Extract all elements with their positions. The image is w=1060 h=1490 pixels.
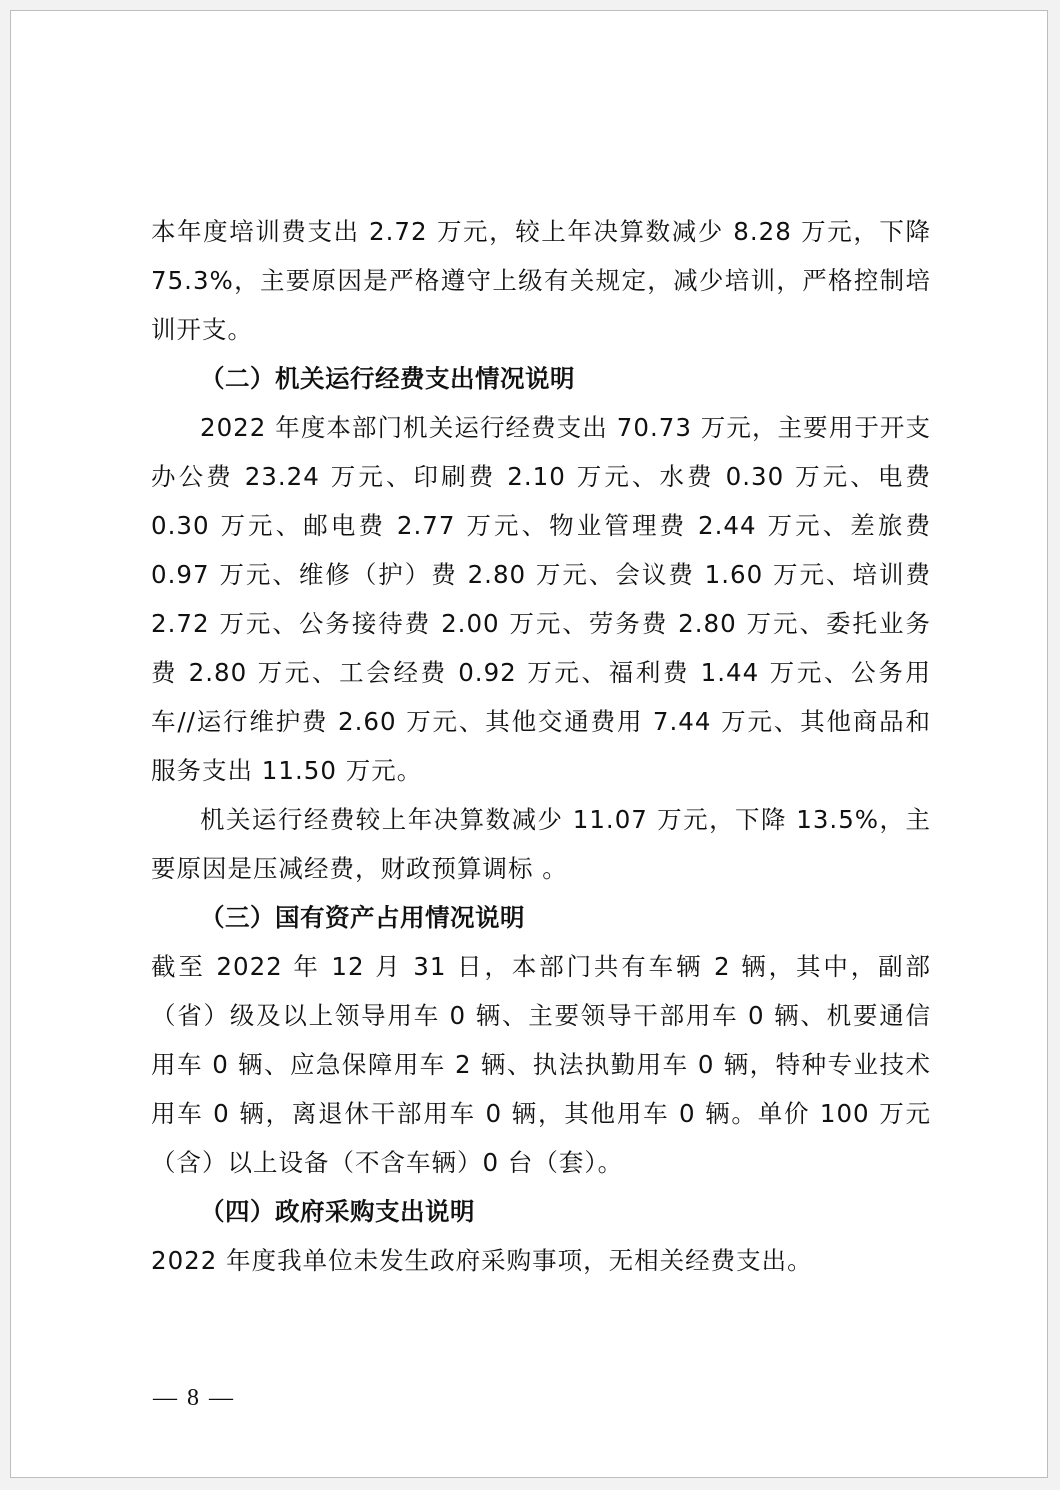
page-number: — 8 — [153,1385,235,1411]
document-body [151,207,931,1285]
section-heading-operating-expenses: （二）机关运行经费支出情况说明 [200,364,575,393]
state-assets-paragraph: 截至 2022 年 12 月 31 日，本部门共有车辆 2 辆，其中，副部（省）级及以上领导用车 0 辆、主要领导干部用车 0 辆、机要通信用车 0 辆、应急保障用车 2 辆、执法执勤用车 0 辆，特种专业技术用车 0 辆，离退休干部用车 0 辆，其他用车 0 辆。单价 100 万元（含）以上设备（不含车辆）0 台（套）。 [151,952,931,1177]
section-heading-government-procurement: （四）政府采购支出说明 [200,1197,475,1226]
operating-expenses-paragraph: 2022 年度本部门机关运行经费支出 70.73 万元，主要用于开支办公费 23.24 万元、印刷费 2.10 万元、水费 0.30 万元、电费 0.30 万元、邮电费 2.77 万元、物业管理费 2.44 万元、差旅费 0.97 万元、维修（护）费 2.80 万元、会议费 1.60 万元、培训费 2.72 万元、公务接待费 2.00 万元、劳务费 2.80 万元、委托业务费 2.80 万元、工会经费 0.92 万元、福利费 1.44 万元、公务用车//运行维护费 2.60 万元、其他交通费用 7.44 万元、其他商品和服务支出 11.50 万元。 [151,413,931,785]
training-expense-paragraph: 本年度培训费支出 2.72 万元，较上年决算数减少 8.28 万元，下降 75.3%，主要原因是严格遵守上级有关规定，减少培训，严格控制培训开支。 [151,217,931,344]
document-page [10,10,1048,1478]
section-heading-state-assets: （三）国有资产占用情况说明 [200,903,525,932]
government-procurement-paragraph: 2022 年度我单位未发生政府采购事项，无相关经费支出。 [151,1246,813,1275]
operating-expenses-change-paragraph: 机关运行经费较上年决算数减少 11.07 万元，下降 13.5%，主要原因是压减经费，财政预算调标 。 [151,805,931,883]
